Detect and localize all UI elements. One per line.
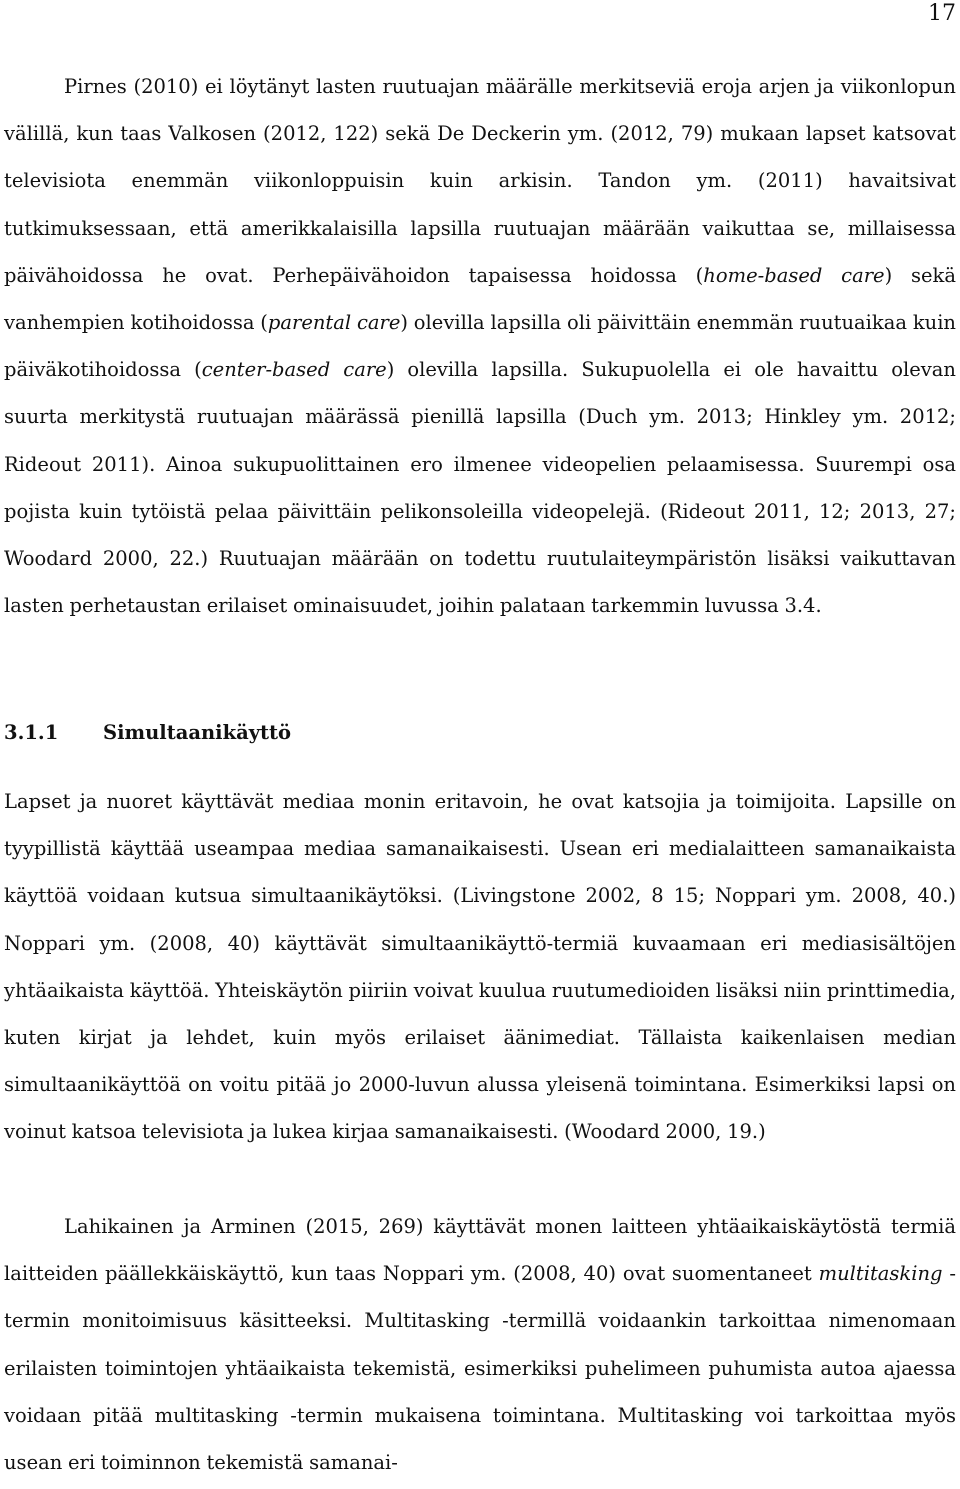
- paragraph-text: ) olevilla lapsilla. Sukupuolella ei ole havaittu olevan suurta merkitystä ruutuajan määrässä pienillä lapsilla (Duch ym. 2013; Hinkley ym. 2012; Rideout 2011). Ainoa sukupuolittainen ero ilmenee videopelien pelaamisessa. Suurempi osa pojista kuin tytöistä pelaa päivittäin pelikonsoleilla videopelejä. (Rideout 2011, 12; 2013, 27; Woodard 2000, 22.) Ruutuajan määrään on todettu ruutulaiteympäristön lisäksi vaikuttavan lasten perhetaustan erilaiset ominaisuudet, joihin palataan tarkemmin luvussa 3.4.: [4, 358, 956, 618]
- italic-term: multitasking: [818, 1262, 943, 1286]
- paragraph-text: ) sekä vanhempien kotihoidossa (: [4, 263, 956, 335]
- italic-term: parental care: [267, 311, 401, 335]
- paragraph-text: Pirnes (2010) ei löytänyt lasten ruutuajan määrälle merkitseviä eroja arjen ja viikonlopun välillä, kun taas Valkosen (2012, 122) sekä De Deckerin ym. (2012, 79) mukaan lapset katsovat televisiota enemmän viikonloppuisin kuin arkisin. Tandon ym. (2011) havaitsivat tutkimuksessaan, että amerikkalaisilla lapsilla ruutuajan määrään vaikuttaa se, millaisessa päivähoidossa he ovat. Perhepäivähoidon tapaisessa hoidossa (: [4, 75, 956, 287]
- italic-term: home-based care: [703, 263, 885, 287]
- paragraph-simultaneous-use: Lapset ja nuoret käyttävät mediaa monin eritavoin, he ovat katsojia ja toimijoita. Lapsille on tyypillistä käyttää useampaa mediaa samanaikaisesti. Usean eri medialaitteen samanaikaista käyttöä voidaan kutsua simultaanikäytöksi. (Livingstone 2002, 8 15; Noppari ym. 2008, 40.) Noppari ym. (2008, 40) käyttävät simultaanikäyttö-termiä kuvaamaan eri mediasisältöjen yhtäaikaista käyttöä. Yhteiskäytön piiriin voivat kuulua ruutumedioiden lisäksi niin printtimedia, kuten kirjat ja lehdet, kuin myös erilaiset äänimediat. Tällaista kaikenlaisen median simultaanikäyttöä on voitu pitää jo 2000-luvun alussa yleisenä toimintana. Esimerkiksi lapsi on voinut katsoa televisiota ja lukea kirjaa samanaikaisesti. (Woodard 2000, 19.): [4, 790, 956, 1144]
- paragraph-text: Lahikainen ja Arminen (2015, 269) käyttävät monen laitteen yhtäaikaiskäytöstä termiä laitteiden päällekkäiskäyttö, kun taas Noppari ym. (2008, 40) ovat suomentaneet: [4, 1215, 956, 1286]
- paragraph-text: ) olevilla lapsilla oli päivittäin enemmän ruutuaikaa kuin päiväkotihoidossa (: [4, 311, 956, 382]
- paragraph-text: -termin monitoimisuus käsitteeksi. Multitasking -termillä voidaankin tarkoittaa nimenomaan erilaisten toimintojen yhtäaikaista tekemistä, esimerkiksi puhelimeen puhumista autoa ajaessa voidaan pitää multitasking -termin mukaisena toimintana. Multitasking voi tarkoittaa myös usean eri toiminnon tekemistä samanai-: [4, 1262, 956, 1475]
- section-number: 3.1.1: [4, 721, 59, 744]
- paragraph-screen-time: [4, 63, 956, 629]
- paragraph-multitasking: [4, 1203, 956, 1486]
- italic-term: center-based care: [201, 358, 387, 382]
- section-title: Simultaanikäyttö: [103, 721, 292, 744]
- section-heading: [4, 709, 291, 756]
- page-number: 17: [928, 1, 956, 26]
